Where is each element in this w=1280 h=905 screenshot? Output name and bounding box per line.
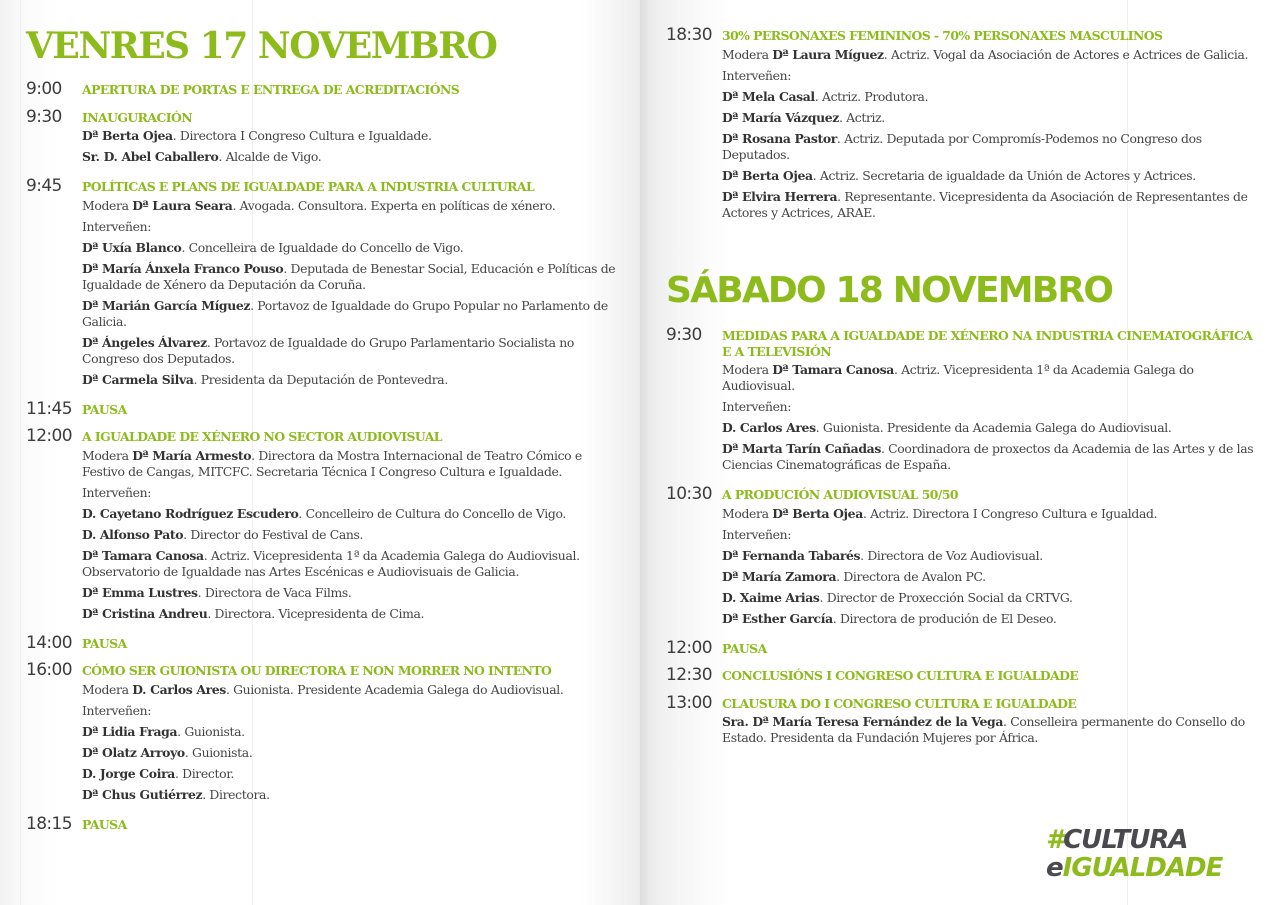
schedule-slot bbox=[26, 80, 622, 101]
slot-time: 9:00 bbox=[26, 79, 62, 99]
slot-body bbox=[82, 815, 622, 836]
slot-body bbox=[82, 427, 622, 627]
line-prefix: Modera bbox=[82, 681, 133, 697]
schedule-slot bbox=[666, 639, 1262, 660]
speaker-name: Dª Fernanda Tabarés bbox=[722, 547, 861, 563]
speaker-role: . Director. bbox=[174, 765, 234, 781]
speaker-line bbox=[82, 585, 622, 601]
schedule-slot bbox=[666, 666, 1262, 687]
speaker-name: Dª Cristina Andreu bbox=[82, 605, 208, 621]
schedule-slot bbox=[666, 326, 1262, 478]
line-prefix: Modera bbox=[82, 197, 133, 213]
speaker-line bbox=[82, 198, 622, 214]
speaker-role: . Director de Proxección Social da CRTVG. bbox=[819, 589, 1073, 605]
speaker-role: . Directora de Voz Audiovisual. bbox=[860, 547, 1043, 563]
slot-time: 10:30 bbox=[666, 484, 712, 504]
speaker-role: . Actriz. Produtora. bbox=[814, 88, 929, 104]
slot-body bbox=[722, 666, 1262, 687]
slot-time: 14:00 bbox=[26, 632, 72, 653]
session-title: APERTURA DE PORTAS E ENTREGA DE ACREDITACIÓNS bbox=[82, 82, 460, 97]
session-title: CÓMO SER GUIONISTA OU DIRECTORA E NON MORRER NO INTENTO bbox=[82, 663, 552, 678]
line-prefix: Interveñen: bbox=[722, 526, 792, 542]
speaker-line bbox=[722, 362, 1262, 394]
line-prefix: Interveñen: bbox=[722, 67, 792, 83]
speaker-line bbox=[82, 261, 622, 293]
speaker-name: Dª Marta Tarín Cañadas bbox=[722, 441, 881, 456]
saturday-schedule bbox=[666, 326, 1262, 758]
speaker-name: D. Jorge Coira bbox=[82, 765, 175, 781]
speaker-role: . Actriz. Secretaria de igualdade da Unión de Actores y Actrices. bbox=[812, 167, 1196, 183]
session-title: PAUSA bbox=[82, 401, 127, 417]
slot-time: 18:15 bbox=[26, 813, 72, 834]
speaker-line bbox=[82, 128, 622, 144]
slot-time: 9:30 bbox=[26, 106, 62, 127]
friday-schedule-continued bbox=[666, 26, 1262, 233]
hashtag-icon: # bbox=[1046, 825, 1064, 855]
schedule-slot bbox=[666, 694, 1262, 752]
line-prefix: Interveñen: bbox=[82, 484, 152, 500]
speaker-name: Dª Tamara Canosa bbox=[772, 362, 894, 377]
speaker-role: . Guionista. Presidente da Academia Galega do Audiovisual. bbox=[815, 420, 1172, 435]
schedule-slot bbox=[26, 177, 622, 393]
speaker-name: D. Carlos Ares bbox=[722, 420, 816, 435]
slot-body bbox=[82, 400, 622, 421]
speaker-name: Dª Esther García bbox=[722, 610, 833, 626]
speaker-name: Dª Berta Ojea bbox=[722, 167, 813, 183]
schedule-slot bbox=[26, 427, 622, 627]
schedule-slot bbox=[26, 661, 622, 808]
speaker-role: . Directora de Avalon PC. bbox=[836, 568, 986, 584]
speaker-name: Dª Berta Ojea bbox=[772, 505, 863, 521]
slot-body bbox=[722, 694, 1262, 752]
session-title: A IGUALDADE DE XÉNERO NO SECTOR AUDIOVISUAL bbox=[82, 429, 442, 444]
speaker-name: Dª Rosana Pastor bbox=[722, 130, 837, 146]
speaker-role: . Concelleira de Igualdade do Concello de Vigo. bbox=[181, 239, 464, 255]
right-page bbox=[640, 0, 1280, 905]
speaker-name: Dª Olatz Arroyo bbox=[82, 744, 185, 760]
line-prefix: Modera bbox=[82, 447, 133, 463]
speaker-role: . Actriz. Vicepresidenta 1ª da Academia Galega do Audiovisual. bbox=[722, 362, 1194, 393]
speaker-name: Dª Uxía Blanco bbox=[82, 239, 182, 255]
speaker-name: Dª Carmela Silva bbox=[82, 371, 194, 387]
speaker-name: Dª Laura Seara bbox=[132, 197, 233, 213]
speaker-role: . Deputada de Benestar Social, Educación e Políticas de Igualdade de Xénero da Deputación da Coruña. bbox=[82, 260, 616, 292]
speaker-line bbox=[722, 189, 1262, 221]
slot-body bbox=[722, 639, 1262, 660]
line-prefix: Modera bbox=[722, 505, 773, 521]
line-prefix: Interveñen: bbox=[722, 399, 792, 414]
slot-time: 12:30 bbox=[666, 665, 712, 685]
speaker-line bbox=[722, 47, 1262, 63]
speaker-role: . Actriz. Vicepresidenta 1ª da Academia Galega do Audiovisual. Observatorio de Igualdade nas Artes Escénicas e Audiovisuais de Galicia. bbox=[82, 547, 580, 579]
speaker-line bbox=[82, 448, 622, 480]
line-prefix: Interveñen: bbox=[82, 218, 152, 234]
speaker-line bbox=[82, 703, 622, 719]
speaker-name: Dª Laura Míguez bbox=[772, 46, 884, 62]
speaker-role: . Guionista. Presidente Academia Galega do Audiovisual. bbox=[225, 681, 564, 697]
speaker-line bbox=[722, 89, 1262, 105]
speaker-role: . Directora de produción de El Deseo. bbox=[832, 610, 1057, 626]
speaker-line bbox=[82, 219, 622, 235]
speaker-line bbox=[82, 298, 622, 330]
speaker-line bbox=[722, 420, 1262, 436]
speaker-role: . Directora. bbox=[202, 786, 270, 802]
speaker-role: . Avogada. Consultora. Experta en políticas de xénero. bbox=[232, 197, 556, 213]
speaker-role: . Portavoz de Igualdade do Grupo Parlamentario Socialista no Congreso dos Deputados. bbox=[82, 334, 574, 366]
slot-time: 12:00 bbox=[26, 426, 72, 446]
speaker-role: . Actriz. Deputada por Compromís-Podemos no Congreso dos Deputados. bbox=[722, 130, 1202, 162]
speaker-name: Dª Chus Gutiérrez bbox=[82, 786, 203, 802]
speaker-line bbox=[82, 372, 622, 388]
line-prefix: Modera bbox=[722, 362, 773, 377]
slot-time: 11:45 bbox=[26, 398, 72, 419]
speaker-role: . Conselleira permanente do Consello do Estado. Presidenta da Fundación Mujeres por África. bbox=[722, 714, 1245, 745]
speaker-role: . Directora da Mostra Internacional de Teatro Cómico e Festivo de Cangas, MITCFC. Secretaria Técnica I Congreso Cultura e Igualdade. bbox=[82, 447, 582, 479]
speaker-line bbox=[722, 131, 1262, 163]
speaker-name: Dª Berta Ojea bbox=[82, 128, 173, 143]
speaker-name: Dª Elvira Herrera bbox=[722, 188, 838, 204]
speaker-role: . Portavoz de Igualdade do Grupo Popular no Parlamento de Galicia. bbox=[82, 297, 608, 329]
speaker-role: . Coordinadora de proxectos da Academia de las Artes y de las Ciencias Cinematográficas de España. bbox=[722, 441, 1254, 472]
speaker-line bbox=[82, 606, 622, 622]
slot-time: 16:00 bbox=[26, 660, 72, 680]
speaker-role: . Actriz. Directora I Congreso Cultura e Igualdad. bbox=[862, 505, 1158, 521]
slot-body bbox=[82, 80, 622, 101]
speaker-line bbox=[82, 724, 622, 740]
slot-time: 13:00 bbox=[666, 692, 712, 713]
speaker-line bbox=[722, 399, 1262, 415]
speaker-line bbox=[722, 548, 1262, 564]
slot-body bbox=[722, 26, 1262, 226]
speaker-line bbox=[82, 787, 622, 803]
line-prefix: Interveñen: bbox=[82, 702, 152, 718]
speaker-role: . Guionista. bbox=[177, 723, 245, 739]
speaker-line bbox=[722, 714, 1262, 746]
speaker-role: . Director do Festival de Cans. bbox=[183, 526, 364, 542]
slot-time: 9:30 bbox=[666, 325, 702, 345]
session-title: CLAUSURA DO I CONGRESO CULTURA E IGUALDADE bbox=[722, 695, 1077, 711]
speaker-line bbox=[722, 68, 1262, 84]
speaker-line bbox=[82, 335, 622, 367]
slot-body bbox=[722, 485, 1262, 632]
speaker-line bbox=[722, 441, 1262, 473]
page-edge-line bbox=[20, 0, 21, 905]
speaker-line bbox=[82, 548, 622, 580]
speaker-name: Dª María Vázquez bbox=[722, 109, 839, 125]
speaker-line bbox=[722, 569, 1262, 585]
schedule-slot bbox=[666, 485, 1262, 632]
speaker-name: Dª María Ánxela Franco Pouso bbox=[82, 260, 284, 276]
speaker-name: Dª María Zamora bbox=[722, 568, 837, 584]
session-title: PAUSA bbox=[82, 635, 127, 651]
speaker-line bbox=[82, 527, 622, 543]
speaker-line bbox=[722, 506, 1262, 522]
speaker-line bbox=[82, 506, 622, 522]
session-title: POLÍTICAS E PLANS DE IGUALDADE PARA A INDUSTRIA CULTURAL bbox=[82, 179, 535, 194]
friday-schedule bbox=[26, 80, 622, 842]
speaker-line bbox=[722, 168, 1262, 184]
slot-body bbox=[82, 108, 622, 171]
schedule-slot bbox=[26, 815, 622, 836]
session-title: CONCLUSIÓNS I CONGRESO CULTURA E IGUALDADE bbox=[722, 668, 1079, 683]
speaker-name: Dª Marián García Míguez bbox=[82, 297, 251, 313]
speaker-line bbox=[82, 682, 622, 698]
session-title: 30% PERSONAXES FEMININOS - 70% PERSONAXES MASCULINOS bbox=[722, 28, 1163, 43]
session-title: MEDIDAS PARA A IGUALDADE DE XÉNERO NA INDUSTRIA CINEMATOGRÁFICA E A TELEVISIÓN bbox=[722, 328, 1253, 359]
session-title: PAUSA bbox=[722, 640, 767, 656]
schedule-slot bbox=[26, 634, 622, 655]
speaker-name: Sra. Dª María Teresa Fernández de la Vega bbox=[722, 714, 1004, 729]
session-title: INAUGURACIÓN bbox=[82, 109, 193, 125]
slot-time: 18:30 bbox=[666, 25, 712, 45]
speaker-name: D. Xaime Arias bbox=[722, 589, 820, 605]
speaker-name: Dª Lidia Fraga bbox=[82, 723, 178, 739]
speaker-name: D. Carlos Ares bbox=[132, 681, 226, 697]
slot-body bbox=[82, 661, 622, 808]
speaker-name: D. Alfonso Pato bbox=[82, 526, 184, 542]
speaker-role: . Actriz. Vogal da Asociación de Actores e Actrices de Galicia. bbox=[883, 46, 1249, 62]
speaker-line bbox=[82, 766, 622, 782]
slot-time: 9:45 bbox=[26, 176, 62, 196]
speaker-line bbox=[722, 611, 1262, 627]
speaker-name: Dª María Armesto bbox=[132, 447, 252, 463]
speaker-line bbox=[82, 485, 622, 501]
speaker-line bbox=[82, 240, 622, 256]
speaker-role: . Directora I Congreso Cultura e Igualdade. bbox=[172, 128, 432, 143]
speaker-name: Dª Ángeles Álvarez bbox=[82, 334, 207, 350]
speaker-role: . Presidenta da Deputación de Pontevedra. bbox=[193, 371, 448, 387]
speaker-role: . Alcalde de Vigo. bbox=[218, 149, 322, 164]
schedule-slot bbox=[666, 26, 1262, 226]
slot-time: 12:00 bbox=[666, 637, 712, 658]
session-title: A PRODUCIÓN AUDIOVISUAL 50/50 bbox=[722, 487, 958, 502]
session-title: PAUSA bbox=[82, 816, 127, 832]
speaker-role: . Concelleiro de Cultura do Concello de Vigo. bbox=[298, 505, 566, 521]
speaker-role: . Directora de Vaca Films. bbox=[197, 584, 352, 600]
line-prefix: Modera bbox=[722, 46, 773, 62]
speaker-role: . Actriz. bbox=[838, 109, 885, 125]
speaker-role: . Directora. Vicepresidenta de Cima. bbox=[207, 605, 425, 621]
speaker-name: Sr. D. Abel Caballero bbox=[82, 149, 219, 164]
slot-body bbox=[82, 177, 622, 393]
speaker-name: Dª Mela Casal bbox=[722, 88, 815, 104]
speaker-name: D. Cayetano Rodríguez Escudero bbox=[82, 505, 299, 521]
schedule-slot bbox=[26, 400, 622, 421]
slot-body bbox=[82, 634, 622, 655]
day-title-friday: VENRES 17 NOVEMBRO bbox=[26, 25, 497, 67]
day-title-saturday: SÁBADO 18 NOVEMBRO bbox=[666, 270, 1113, 311]
speaker-role: . Representante. Vicepresidenta da Asociación de Representantes de Actores y Actrices, ARAE. bbox=[722, 188, 1248, 220]
speaker-line bbox=[722, 110, 1262, 126]
cultura-e-igualdade-logo: #CULTURA eIGUALDADE bbox=[1046, 825, 1223, 883]
speaker-line bbox=[722, 590, 1262, 606]
speaker-line bbox=[82, 149, 622, 165]
speaker-line bbox=[722, 527, 1262, 543]
slot-body bbox=[722, 326, 1262, 478]
speaker-name: Dª Tamara Canosa bbox=[82, 547, 204, 563]
speaker-line bbox=[82, 745, 622, 761]
schedule-slot bbox=[26, 108, 622, 171]
speaker-name: Dª Emma Lustres bbox=[82, 584, 198, 600]
speaker-role: . Guionista. bbox=[184, 744, 253, 760]
